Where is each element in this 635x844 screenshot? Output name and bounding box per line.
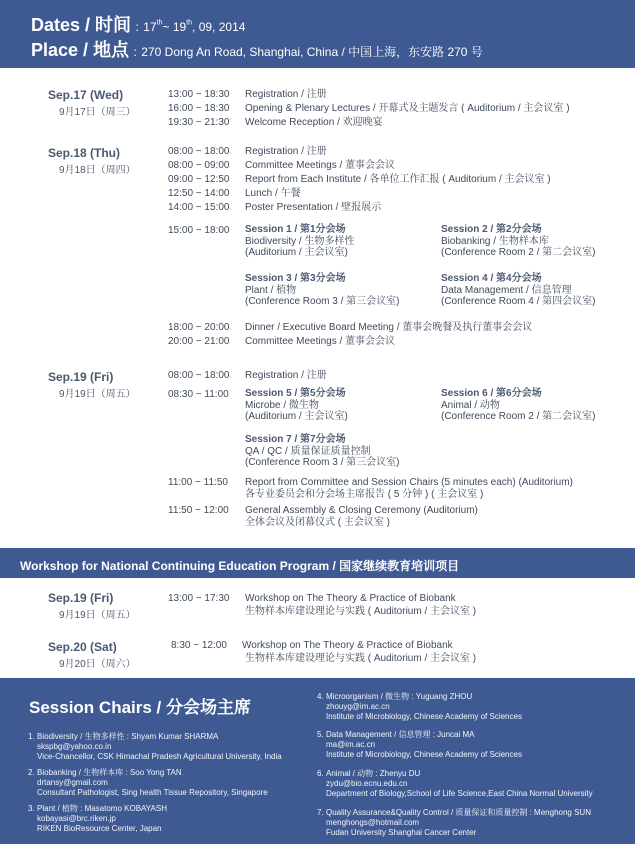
chair-org: RIKEN BioResource Center, Japan <box>37 824 162 833</box>
chair-item <box>317 692 522 722</box>
workshop-day-sep20 <box>48 640 136 670</box>
session-room: (Auditorium / 主会议室) <box>245 411 348 422</box>
chair-item <box>317 769 593 799</box>
date-end: 19 <box>172 20 187 34</box>
workshop-title: Workshop for National Continuing Education Program / 国家继续教育培训项目 <box>20 559 460 573</box>
chair-number: 1. <box>28 732 35 741</box>
time: 14:00 ~ 15:00 <box>168 202 230 213</box>
time: 11:00 ~ 11:50 <box>168 477 228 488</box>
event-cn: 生物样本库建设理论与实践 ( Auditorium / 主会议室 ) <box>245 653 477 664</box>
chair-number: 2. <box>28 768 35 777</box>
event: Registration / 注册 <box>245 146 327 157</box>
time: 13:00 ~ 17:30 <box>168 593 230 604</box>
chair-number: 5. <box>317 730 324 739</box>
place-label: Place / 地点 <box>31 40 130 60</box>
workshop-section <box>0 578 635 678</box>
date-end-suffix: th <box>186 19 193 27</box>
chair-name: Data Management / 信息管理 : Juncai MA <box>326 730 475 739</box>
event-cn: 全体会议及闭幕仪式 ( 主会议室 ) <box>245 517 390 528</box>
event: Report from Each Institute / 各单位工作汇报 ( Auditorium / 主会议室 ) <box>245 174 551 185</box>
session-topic: Biobanking / 生物样本库 <box>441 235 549 247</box>
chair-number: 3. <box>28 804 35 813</box>
chair-name: Biodiversity / 生物多样性 : Shyam Kumar SHARMA <box>37 732 219 741</box>
session-4 <box>441 273 596 308</box>
chair-email: kobayasi@brc.riken.jp <box>37 814 116 823</box>
session-3 <box>245 273 400 308</box>
day-subtitle: 9月19日（周五） <box>59 389 136 400</box>
time: 08:00 ~ 09:00 <box>168 160 230 171</box>
date-start-suffix: th <box>156 19 163 27</box>
chair-name: Plant / 植物 : Masatomo KOBAYASH <box>37 804 167 813</box>
schedule-row <box>171 639 453 652</box>
chair-email: skspbg@yahoo.co.in <box>37 742 112 751</box>
chair-item <box>28 804 167 834</box>
day-subtitle: 9月19日（周五） <box>59 610 136 621</box>
session-title: Session 7 / 第7分会场 <box>245 434 346 445</box>
session-room: (Conference Room 3 / 第三会议室) <box>245 296 400 307</box>
chair-org: Department of Biology,School of Life Science,East China Normal University <box>326 789 593 798</box>
session-title: Session 6 / 第6分会场 <box>441 388 542 399</box>
schedule-row <box>168 116 383 129</box>
header-banner <box>0 0 635 68</box>
session-title: Session 4 / 第4分会场 <box>441 273 542 284</box>
chair-name: Biobanking / 生物样本库 : Soo Yong TAN <box>37 768 182 777</box>
session-topic: Plant / 植物 <box>245 284 297 296</box>
date-rest: , 09, 2014 <box>192 20 246 34</box>
time: 09:00 ~ 12:50 <box>168 174 230 185</box>
event-cn: 生物样本库建设理论与实践 ( Auditorium / 主会议室 ) <box>245 606 477 617</box>
chair-email: ma@im.ac.cn <box>326 740 376 749</box>
chair-item <box>28 732 282 762</box>
schedule-row <box>168 88 327 101</box>
time: 20:00 ~ 21:00 <box>168 336 230 347</box>
event: Workshop on The Theory & Practice of Biobank <box>245 593 456 604</box>
session-room: (Conference Room 2 / 第二会议室) <box>441 247 596 258</box>
session-topic: Microbe / 微生物 <box>245 399 319 411</box>
day-title: Sep.17 (Wed) <box>48 88 124 102</box>
place-colon: : <box>133 45 137 59</box>
place-text: 270 Dong An Road, Shanghai, China / 中国上海，东安路 270 号 <box>141 45 483 59</box>
chair-email: menghongs@hotmail.com <box>326 818 420 827</box>
day-title: Sep.19 (Fri) <box>48 370 114 384</box>
session-room: (Auditorium / 主会议室) <box>245 247 348 258</box>
chair-email: zhouyg@im.ac.cn <box>326 702 390 711</box>
time: 13:00 ~ 18:30 <box>168 89 230 100</box>
chairs-title: Session Chairs / 分会场主席 <box>29 698 251 717</box>
session-topic: Biodiversity / 生物多样性 <box>245 235 355 247</box>
session-title: Session 3 / 第3分会场 <box>245 273 346 284</box>
session-time <box>168 388 245 401</box>
session-6 <box>441 388 596 423</box>
event: Workshop on The Theory & Practice of Biobank <box>242 640 453 651</box>
chair-number: 4. <box>317 692 324 701</box>
dates-line <box>31 11 245 37</box>
chair-org: Vice-Chancellor, CSK Himachal Pradesh Agricultural University, India <box>37 752 282 761</box>
time: 18:00 ~ 20:00 <box>168 322 230 333</box>
session-room: (Conference Room 3 / 第三会议室) <box>245 457 400 468</box>
date-start: 17 <box>143 20 157 34</box>
event: General Assembly & Closing Ceremony (Auditorium) <box>245 505 478 516</box>
time: 19:30 ~ 21:30 <box>168 117 230 128</box>
session-title: Session 5 / 第5分会场 <box>245 388 346 399</box>
event: Registration / 注册 <box>245 89 327 100</box>
chair-item <box>317 808 591 838</box>
chair-name: Quality Assurance&Quality Control / 质量保证和质量控制 : Menghong SUN <box>326 808 591 817</box>
time: 08:00 ~ 18:00 <box>168 370 230 381</box>
chair-org: Institute of Microbiology, Chinese Academy of Sciences <box>326 712 522 721</box>
event: Committee Meetings / 董事会会议 <box>245 336 396 347</box>
day-sep17 <box>48 88 136 118</box>
day-subtitle: 9月17日（周三） <box>59 107 136 118</box>
session-chairs-section <box>0 678 635 844</box>
event: Dinner / Executive Board Meeting / 董事会晚餐及执行董事会会议 <box>245 322 533 333</box>
dates-label: Dates / 时间 <box>31 15 132 35</box>
session-topic: Animal / 动物 <box>441 399 500 411</box>
chair-number: 7. <box>317 808 324 817</box>
day-title: Sep.18 (Thu) <box>48 146 121 160</box>
schedule-row <box>168 592 456 605</box>
date-tilde: ~ <box>162 20 173 34</box>
schedule-row <box>168 369 327 382</box>
day-sep19 <box>48 370 136 400</box>
schedule-row <box>168 504 478 517</box>
session-topic: Data Management / 信息管理 <box>441 284 572 296</box>
chair-org: Consultant Pathologist, Sing health Tissue Repository, Singapore <box>37 788 268 797</box>
event: Welcome Reception / 欢迎晚宴 <box>245 117 383 128</box>
day-title: Sep.19 (Fri) <box>48 591 114 605</box>
event: Report from Committee and Session Chairs (5 minutes each) (Auditorium) <box>245 477 573 488</box>
session-room: (Conference Room 2 / 第二会议室) <box>441 411 596 422</box>
session-time <box>168 224 245 237</box>
day-subtitle: 9月18日（周四） <box>59 165 136 176</box>
chair-org: Fudan University Shanghai Cancer Center <box>326 828 477 837</box>
schedule-row <box>168 335 395 348</box>
chair-item <box>28 768 268 798</box>
session-topic: QA / QC / 质量保证质量控制 <box>245 445 371 457</box>
chair-email: drtansy@gmail.com <box>37 778 108 787</box>
day-subtitle: 9月20日（周六） <box>59 659 136 670</box>
session-title: Session 1 / 第1分会场 <box>245 224 346 235</box>
schedule-row <box>168 476 573 489</box>
chair-email: zydu@bio.ecnu.edu.cn <box>326 779 408 788</box>
session-2 <box>441 224 596 259</box>
workshop-bar <box>0 548 635 578</box>
place-line <box>31 36 483 62</box>
schedule-row <box>168 102 570 115</box>
event-cn: 各专业委员会和分会场主席报告 ( 5 分钟 ) ( 主会议室 ) <box>245 489 484 500</box>
time: 12:50 ~ 14:00 <box>168 188 230 199</box>
time: 08:30 ~ 11:00 <box>168 389 229 400</box>
program-section <box>0 68 635 544</box>
time: 8:30 ~ 12:00 <box>171 640 227 651</box>
dates-colon: : <box>135 20 139 34</box>
chair-name: Microorganism / 微生物 : Yuguang ZHOU <box>326 692 473 701</box>
schedule-row <box>168 159 395 172</box>
time: 11:50 ~ 12:00 <box>168 505 229 516</box>
chair-item <box>317 730 522 760</box>
chair-name: Animal / 动物 : Zhenyu DU <box>326 769 421 778</box>
chair-number: 6. <box>317 769 324 778</box>
chair-org: Institute of Microbiology, Chinese Academy of Sciences <box>326 750 522 759</box>
schedule-row <box>168 187 301 200</box>
session-7 <box>245 434 400 469</box>
event: Opening & Plenary Lectures / 开幕式及主题发言 ( Auditorium / 主会议室 ) <box>245 103 570 114</box>
event: Committee Meetings / 董事会会议 <box>245 160 396 171</box>
day-title: Sep.20 (Sat) <box>48 640 117 654</box>
time: 16:00 ~ 18:30 <box>168 103 230 114</box>
time: 15:00 ~ 18:00 <box>168 225 230 236</box>
time: 08:00 ~ 18:00 <box>168 146 230 157</box>
workshop-day-sep19 <box>48 591 136 621</box>
event: Poster Presentation / 壁报展示 <box>245 202 382 213</box>
event: Registration / 注册 <box>245 370 327 381</box>
session-1 <box>245 224 354 259</box>
schedule-row <box>168 173 551 186</box>
schedule-row <box>168 321 532 334</box>
schedule-row <box>168 145 327 158</box>
session-5 <box>245 388 348 423</box>
session-room: (Conference Room 4 / 第四会议室) <box>441 296 596 307</box>
session-title: Session 2 / 第2分会场 <box>441 224 542 235</box>
day-sep18 <box>48 146 136 176</box>
schedule-row <box>168 201 381 214</box>
event: Lunch / 午餐 <box>245 188 301 199</box>
